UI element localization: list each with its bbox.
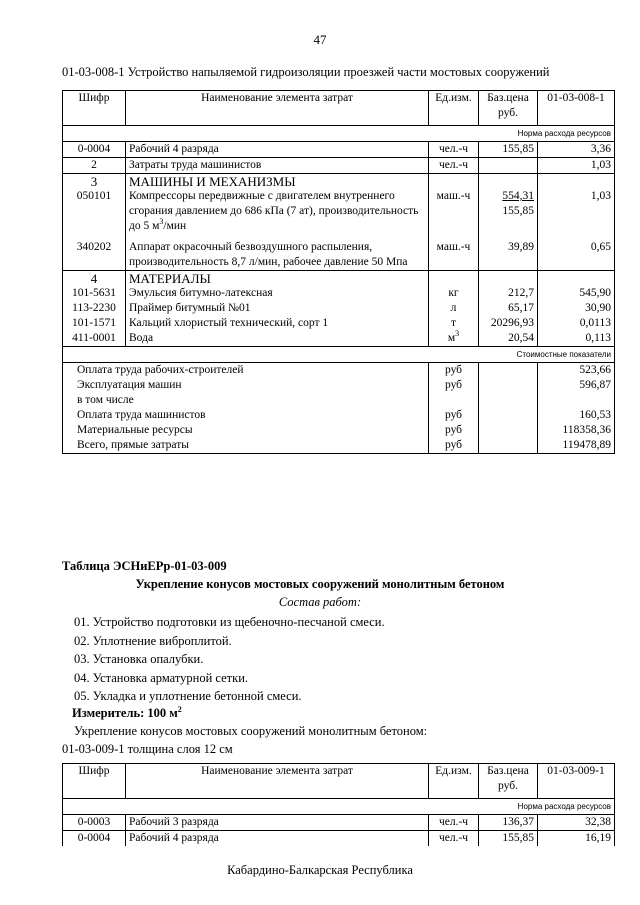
cell-name: Эмульсия битумно-латексная: [126, 286, 429, 301]
table-title: Таблица ЭСНиЕРр-01-03-009: [62, 559, 227, 573]
norm-label: Норма расхода ресурсов: [63, 799, 615, 815]
cell-value: 0,0113: [538, 316, 615, 331]
header-name: Наименование элемента затрат: [126, 91, 429, 126]
table-row: [63, 158, 615, 174]
measure-unit: Измеритель: 100 $м^2$: [72, 704, 182, 720]
cost-value: 119478,89: [538, 438, 615, 454]
cell-price: [479, 158, 538, 174]
cost-label: Стоимостные показатели: [63, 347, 615, 363]
cost-name: Всего, прямые затраты: [63, 438, 429, 454]
section-title: МАТЕРИАЛЫ: [126, 271, 429, 287]
cell-name: Рабочий 4 разряда: [126, 831, 429, 847]
cell-unit: чел.-ч: [429, 815, 479, 831]
cell-unit: л: [429, 301, 479, 316]
work-step: 02. Уплотнение виброплитой.: [74, 633, 232, 648]
cost-label-row: [63, 347, 615, 363]
cell-code: 0-0004: [63, 831, 126, 847]
works-list: [74, 613, 385, 706]
cell-code: 411-0001: [63, 331, 126, 347]
cost-name: Материальные ресурсы: [63, 423, 429, 438]
cell-value: 0,113: [538, 331, 615, 347]
table-row: [63, 234, 615, 271]
cell-code: 101-5631: [63, 286, 126, 301]
cell-price: 554,31 155,85: [479, 189, 538, 234]
cost-value: 160,53: [538, 408, 615, 423]
cell-price: 155,85: [479, 142, 538, 158]
cost-row: [63, 378, 615, 393]
code-line: 01-03-009-1 толщина слоя 12 см: [62, 742, 233, 756]
cost-row: [63, 423, 615, 438]
table-caption: 01-03-008-1 Устройство напыляемой гидроизоляции проезжей части мостовых сооружений: [62, 65, 550, 79]
header-code: Шифр: [63, 764, 126, 799]
resource-table-009: [62, 763, 615, 846]
cell-price: 65,17: [479, 301, 538, 316]
cost-value: 118358,36: [538, 423, 615, 438]
cell-code: 101-1571: [63, 316, 126, 331]
section-heading: Укрепление конусов мостовых сооружений монолитным бетоном: [135, 577, 505, 591]
section-row: [63, 174, 615, 190]
cell-unit: маш.-ч: [429, 189, 479, 234]
cost-unit: руб: [429, 378, 479, 393]
header-unit: Ед.изм.: [429, 764, 479, 799]
cell-name: Кальций хлористый технический, сорт 1: [126, 316, 429, 331]
cost-name: Эксплуатация машин: [63, 378, 429, 393]
cell-price: 155,85: [479, 831, 538, 847]
works-heading: Состав работ:: [278, 595, 362, 609]
header-column: 01-03-009-1: [538, 764, 615, 799]
work-step: 04. Установка арматурной сетки.: [74, 670, 249, 685]
cell-unit: $м^3$: [429, 331, 479, 347]
table-body: [63, 815, 615, 847]
cost-unit: руб: [429, 363, 479, 379]
cell-price: 39,89: [479, 234, 538, 271]
cell-name: Вода: [126, 331, 429, 347]
cell-unit: чел.-ч: [429, 831, 479, 847]
cell-unit: чел.-ч: [429, 142, 479, 158]
cost-value: 596,87: [538, 378, 615, 393]
table-row: [63, 331, 615, 347]
cell-value: 0,65: [538, 234, 615, 271]
cell-name: Праймер битумный №01: [126, 301, 429, 316]
table-row: [63, 189, 615, 234]
page-number: 47: [313, 32, 327, 47]
cell-name: Рабочий 4 разряда: [126, 142, 429, 158]
section-number: 4: [63, 271, 126, 287]
cost-unit: [429, 393, 479, 408]
table-row: [63, 301, 615, 316]
cost-price: [479, 378, 538, 393]
table-row: [63, 815, 615, 831]
cell-price: 212,7: [479, 286, 538, 301]
work-step: 03. Установка опалубки.: [74, 652, 204, 667]
cost-unit: руб: [429, 438, 479, 454]
work-step: 05. Укладка и уплотнение бетонной смеси.: [74, 689, 302, 704]
header-price: Баз.цена руб.: [479, 764, 538, 799]
cost-price: [479, 393, 538, 408]
table-body: [63, 142, 615, 454]
cell-value: 32,38: [538, 815, 615, 831]
cost-value: [538, 393, 615, 408]
header-price: Баз.цена руб.: [479, 91, 538, 126]
cell-name: Аппарат окрасочный безвоздушного распыления, производительность 8,7 л/мин, рабочее давление 50 Мпа: [126, 234, 429, 271]
cost-row: [63, 438, 615, 454]
description: Укрепление конусов мостовых сооружений монолитным бетоном:: [74, 724, 428, 738]
cost-row: [63, 363, 615, 379]
cell-unit: кг: [429, 286, 479, 301]
cell-value: 30,90: [538, 301, 615, 316]
cell-value: 3,36: [538, 142, 615, 158]
resource-table-008: [62, 90, 615, 454]
cell-value: 1,03: [538, 158, 615, 174]
header-column: 01-03-008-1: [538, 91, 615, 126]
cell-code: 113-2230: [63, 301, 126, 316]
cost-row: [63, 408, 615, 423]
cell-name: Затраты труда машинистов: [126, 158, 429, 174]
cost-value: 523,66: [538, 363, 615, 379]
cost-unit: руб: [429, 423, 479, 438]
section-number: 3: [63, 174, 126, 190]
cost-price: [479, 438, 538, 454]
cost-name: Оплата труда рабочих-строителей: [63, 363, 429, 379]
page-footer: Кабардино-Балкарская Республика: [227, 863, 413, 877]
cell-code: 2: [63, 158, 126, 174]
cell-code: 0-0003: [63, 815, 126, 831]
cell-unit: т: [429, 316, 479, 331]
cost-price: [479, 423, 538, 438]
cell-unit: чел.-ч: [429, 158, 479, 174]
cell-code: 050101: [63, 189, 126, 234]
header-name: Наименование элемента затрат: [126, 764, 429, 799]
table-row: [63, 831, 615, 847]
cost-name: в том числе: [63, 393, 429, 408]
cost-price: [479, 363, 538, 379]
table-row: [63, 316, 615, 331]
header-unit: Ед.изм.: [429, 91, 479, 126]
cell-unit: маш.-ч: [429, 234, 479, 271]
header-code: Шифр: [63, 91, 126, 126]
cell-code: 340202: [63, 234, 126, 271]
table-row: [63, 286, 615, 301]
cell-code: 0-0004: [63, 142, 126, 158]
section-row: [63, 271, 615, 287]
cost-name: Оплата труда машинистов: [63, 408, 429, 423]
section-title: МАШИНЫ И МЕХАНИЗМЫ: [126, 174, 429, 190]
cell-value: 1,03: [538, 189, 615, 234]
cost-price: [479, 408, 538, 423]
work-step: 01. Устройство подготовки из щебеночно-песчаной смеси.: [74, 615, 385, 629]
cell-value: 16,19: [538, 831, 615, 847]
cell-price: 136,37: [479, 815, 538, 831]
cost-row: [63, 393, 615, 408]
cell-name: Рабочий 3 разряда: [126, 815, 429, 831]
table-row: [63, 142, 615, 158]
cell-value: 545,90: [538, 286, 615, 301]
cell-name: Компрессоры передвижные с двигателем внутреннего сгорания давлением до 686 кПа (7 ат), производительность до 5 $м^3$/мин: [126, 189, 429, 234]
norm-label: Норма расхода ресурсов: [63, 126, 615, 142]
cell-price: 20,54: [479, 331, 538, 347]
cell-price: 20296,93: [479, 316, 538, 331]
cost-unit: руб: [429, 408, 479, 423]
